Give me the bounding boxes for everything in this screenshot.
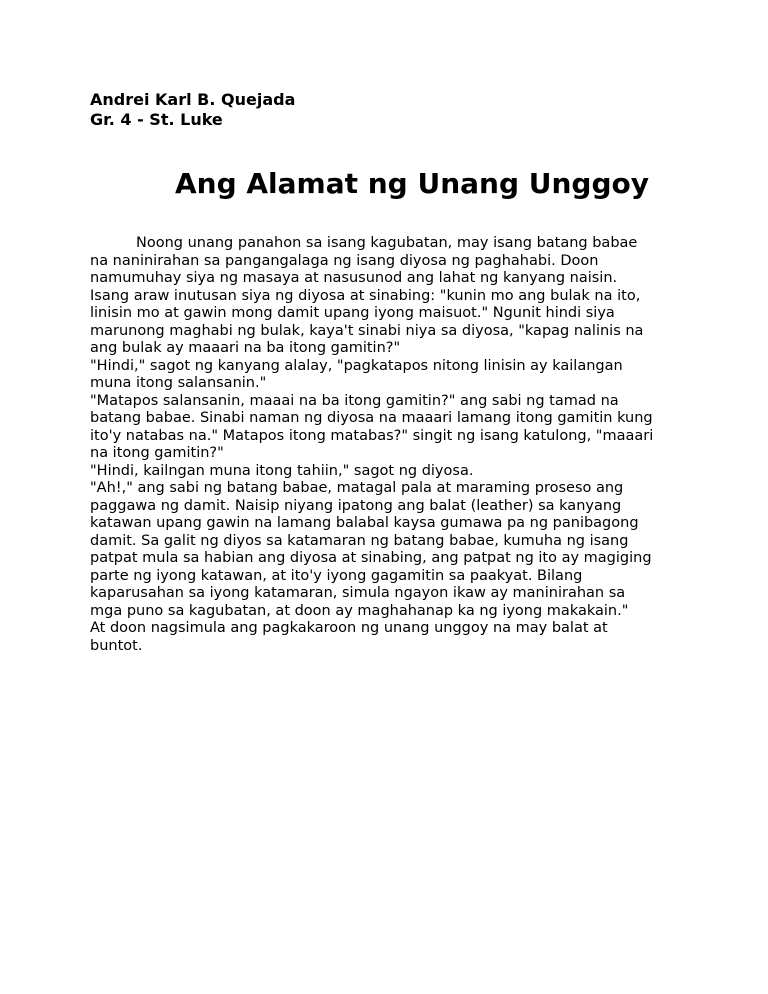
body-line: "Matapos salansanin, maaai na ba itong gamitin?" ang sabi ng tamad na [90,392,619,409]
body-line: mga puno sa kagubatan, at doon ay maghahanap ka ng iyong makakain." [90,602,629,619]
body-line: patpat mula sa habian ang diyosa at sinabing, ang patpat ng ito ay magiging [90,550,652,566]
body-line: linisin mo at gawin mong damit upang iyong maisuot." Ngunit hindi siya [90,305,615,321]
body-line: ito'y natabas na." Matapos itong matabas?" singit ng isang katulong, "maaari [90,427,654,444]
body-line: katawan upang gawin na lamang balabal kaysa gumawa pa ng panibagong [90,515,639,531]
body-line: muna itong salansanin." [90,375,267,391]
body-line: paggawa ng damit. Naisip niyang ipatong ang balat (leather) sa kanyang [90,497,622,514]
body-line: na itong gamitin?" [90,445,224,461]
body-line: ang bulak ay maaari na ba itong gamitin?" [90,340,401,356]
body-line: buntot. [90,637,143,654]
body-line: "Hindi, kailngan muna itong tahiin," sagot ng diyosa. [90,462,474,479]
body-line: namumuhay siya ng masaya at nasusunod ang lahat ng kanyang naisin. [90,270,618,286]
body-line: marunong maghabi ng bulak, kaya't sinabi niya sa diyosa, "kapag nalinis na [90,322,644,339]
body-line: damit. Sa galit ng diyos sa katamaran ng batang babae, kumuha ng isang [90,532,629,549]
story-body [90,235,690,655]
body-line: na naninirahan sa pangangalaga ng isang diyosa ng paghahabi. Doon [90,252,599,269]
body-line: "Ah!," ang sabi ng batang babae, matagal pala at maraming proseso ang [90,480,624,496]
grade-section: Gr. 4 - St. Luke [90,110,223,129]
body-line: "Hindi," sagot ng kanyang alalay, "pagkatapos nitong linisin ay kailangan [90,357,623,374]
body-line: At doon nagsimula ang pagkakaroon ng unang unggoy na may balat at [90,620,608,636]
story-title: Ang Alamat ng Unang Unggoy [174,167,650,200]
body-line: Isang araw inutusan siya ng diyosa at sinabing: "kunin mo ang bulak na ito, [90,287,641,304]
body-line: kaparusahan sa iyong katamaran, simula ngayon ikaw ay maninirahan sa [90,585,626,601]
body-line: Noong unang panahon sa isang kagubatan, may isang batang babae [136,235,638,251]
author-block [90,90,295,130]
body-line: batang babae. Sinabi naman ng diyosa na maaari lamang itong gamitin kung [90,410,653,426]
body-line: parte ng iyong katawan, at ito'y iyong gagamitin sa paakyat. Bilang [90,567,583,584]
author-name: Andrei Karl B. Quejada [90,90,296,109]
